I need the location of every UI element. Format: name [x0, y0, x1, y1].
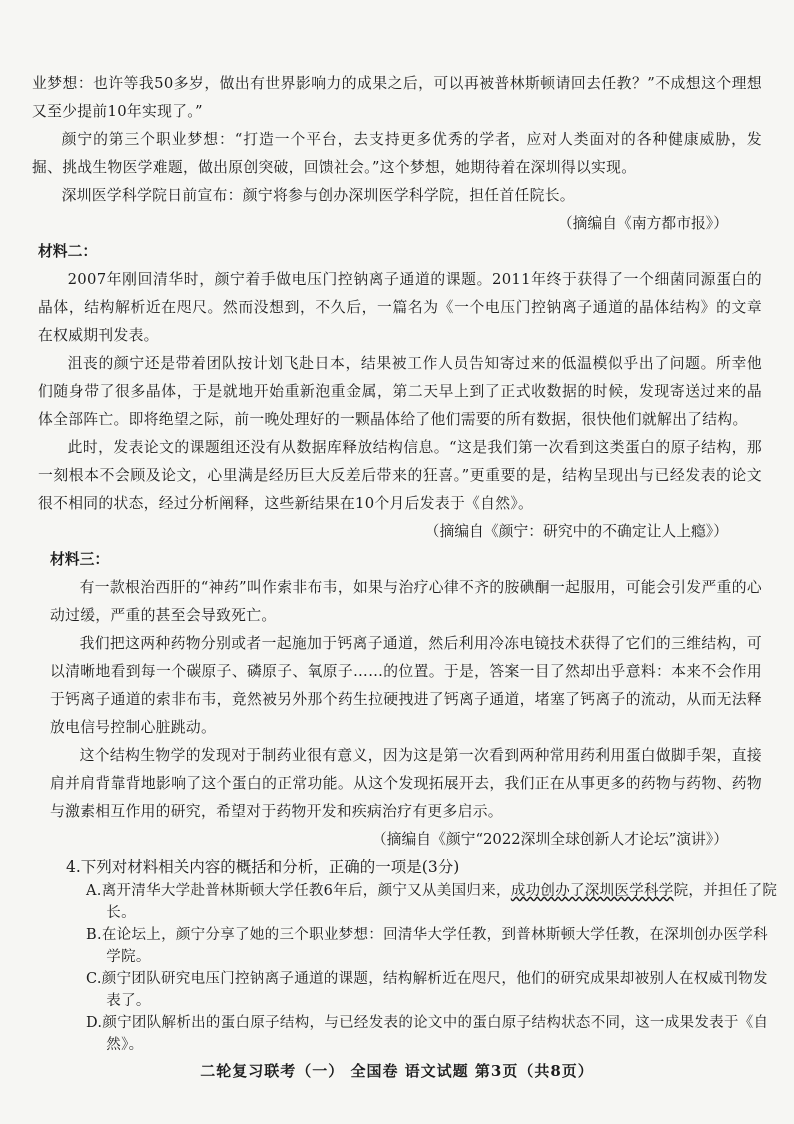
source-note-3: （摘编自《颜宁“2022深圳全球创新人才论坛”演讲》） [371, 831, 728, 848]
material-2-paragraph-1: 2007年刚回清华时，颜宁着手做电压门控钠离子通道的课题。2011年终于获得了一个细菌同源蛋白的晶体，结构解析近在咫尺。然而没想到，不久后，一篇名为《一个电压门控钠离子通道的晶体结构》的文章在权威期刊发表。 [38, 271, 762, 344]
source-note-2: （摘编自《颜宁：研究中的不确定让人上瘾》） [424, 523, 728, 540]
option-b[interactable] [86, 924, 782, 968]
top-paragraph-3: 深圳医学科学院日前宣布：颜宁将参与创办深圳医学科学院，担任首任院长。 [61, 187, 575, 204]
top-paragraph-2: 颜宁的第三个职业梦想：“打造一个平台，去支持更多优秀的学者，应对人类面对的各种健康威胁，发掘、挑战生物医学难题，做出原创突破，回馈社会。”这个梦想，她期待着在深圳得以实现。 [32, 131, 762, 176]
question-4-stem: 4.下列对材料相关内容的概括和分析，正确的一项是(3分) [66, 858, 460, 876]
material-3-heading: 材料三： [50, 551, 110, 568]
option-b-text: 在论坛上，颜宁分享了她的三个职业梦想：回清华大学任教，到普林斯顿大学任教，在深圳创办医学科学院。 [101, 927, 768, 965]
material-2-paragraph-2: 沮丧的颜宁还是带着团队按计划飞赴日本，结果被工作人员告知寄过来的低温模似乎出了问题。所幸他们随身带了很多晶体，于是就地开始重新泡重金属，第二天早上到了正式收数据的时候，发现寄送过来的晶体全部阵亡。即将绝望之际，前一晚处理好的一颗晶体给了他们需要的所有数据，很快他们就解出了结构。 [38, 355, 762, 428]
material-3-paragraph-2: 我们把这两种药物分别或者一起施加于钙离子通道，然后利用冷冻电镜技术获得了它们的三维结构，可以清晰地看到每一个碳原子、磷原子、氧原子……的位置。于是，答案一目了然却出乎意料：本来不会作用于钙离子通道的索非布韦，竟然被另外那个药生拉硬拽进了钙离子通道，堵塞了钙离子的流动，从而无法释放电信号控制心脏跳动。 [50, 635, 762, 736]
option-c-text: 颜宁团队研究电压门控钠离子通道的课题，结构解析近在咫尺，他们的研究成果却被别人在权威刊物发表了。 [101, 971, 768, 1009]
option-d-text: 颜宁团队解析出的蛋白原子结构，与已经发表的论文中的蛋白原子结构状态不同，这一成果发表于《自然》。 [102, 1015, 769, 1053]
option-c-label: C. [86, 971, 102, 987]
option-c[interactable] [86, 968, 782, 1012]
page-footer: 二轮复习联考（一） 全国卷 语文试题 第3页（共8页） [200, 1062, 594, 1080]
option-a-label: A. [86, 883, 102, 899]
material-2-heading: 材料二： [38, 243, 98, 260]
top-paragraph-1: 业梦想：也许等我50多岁，做出有世界影响力的成果之后，可以再被普林斯顿请回去任教？”不成想这个理想又至少提前10年实现了。” [32, 75, 762, 120]
option-a-underlined-text: 成功创办了深圳医学科学 [510, 883, 674, 899]
source-note-1: （摘编自《南方都市报》） [557, 215, 728, 232]
option-b-label: B. [86, 927, 102, 943]
option-a-text: 离开清华大学赴普林斯顿大学任教6年后，颜宁又从美国归来， [101, 883, 511, 899]
option-d-label: D. [86, 1015, 103, 1031]
option-d[interactable] [86, 1012, 782, 1056]
option-a[interactable] [86, 880, 782, 924]
material-2-paragraph-3: 此时，发表论文的课题组还没有从数据库释放结构信息。“这是我们第一次看到这类蛋白的原子结构，那一刻根本不会顾及论文，心里满是经历巨大反差后带来的狂喜。”更重要的是，结构呈现出与已经发表的论文很不相同的状态，经过分析阐释，这些新结果在10个月后发表于《自然》。 [38, 439, 762, 512]
option-a-text-end: 院，并担任了院长。 [106, 883, 778, 921]
material-3-paragraph-1: 有一款根治西肝的“神药”叫作索非布韦，如果与治疗心律不齐的胺碘酮一起服用，可能会引发严重的心动过缓，严重的甚至会导致死亡。 [50, 579, 762, 624]
material-3-paragraph-3: 这个结构生物学的发现对于制药业很有意义，因为这是第一次看到两种常用药利用蛋白做脚手架，直接肩并肩背靠背地影响了这个蛋白的正常功能。从这个发现拓展开去，我们正在从事更多的药物与药物、药物与激素相互作用的研究，希望对于药物开发和疾病治疗有更多启示。 [50, 747, 762, 820]
